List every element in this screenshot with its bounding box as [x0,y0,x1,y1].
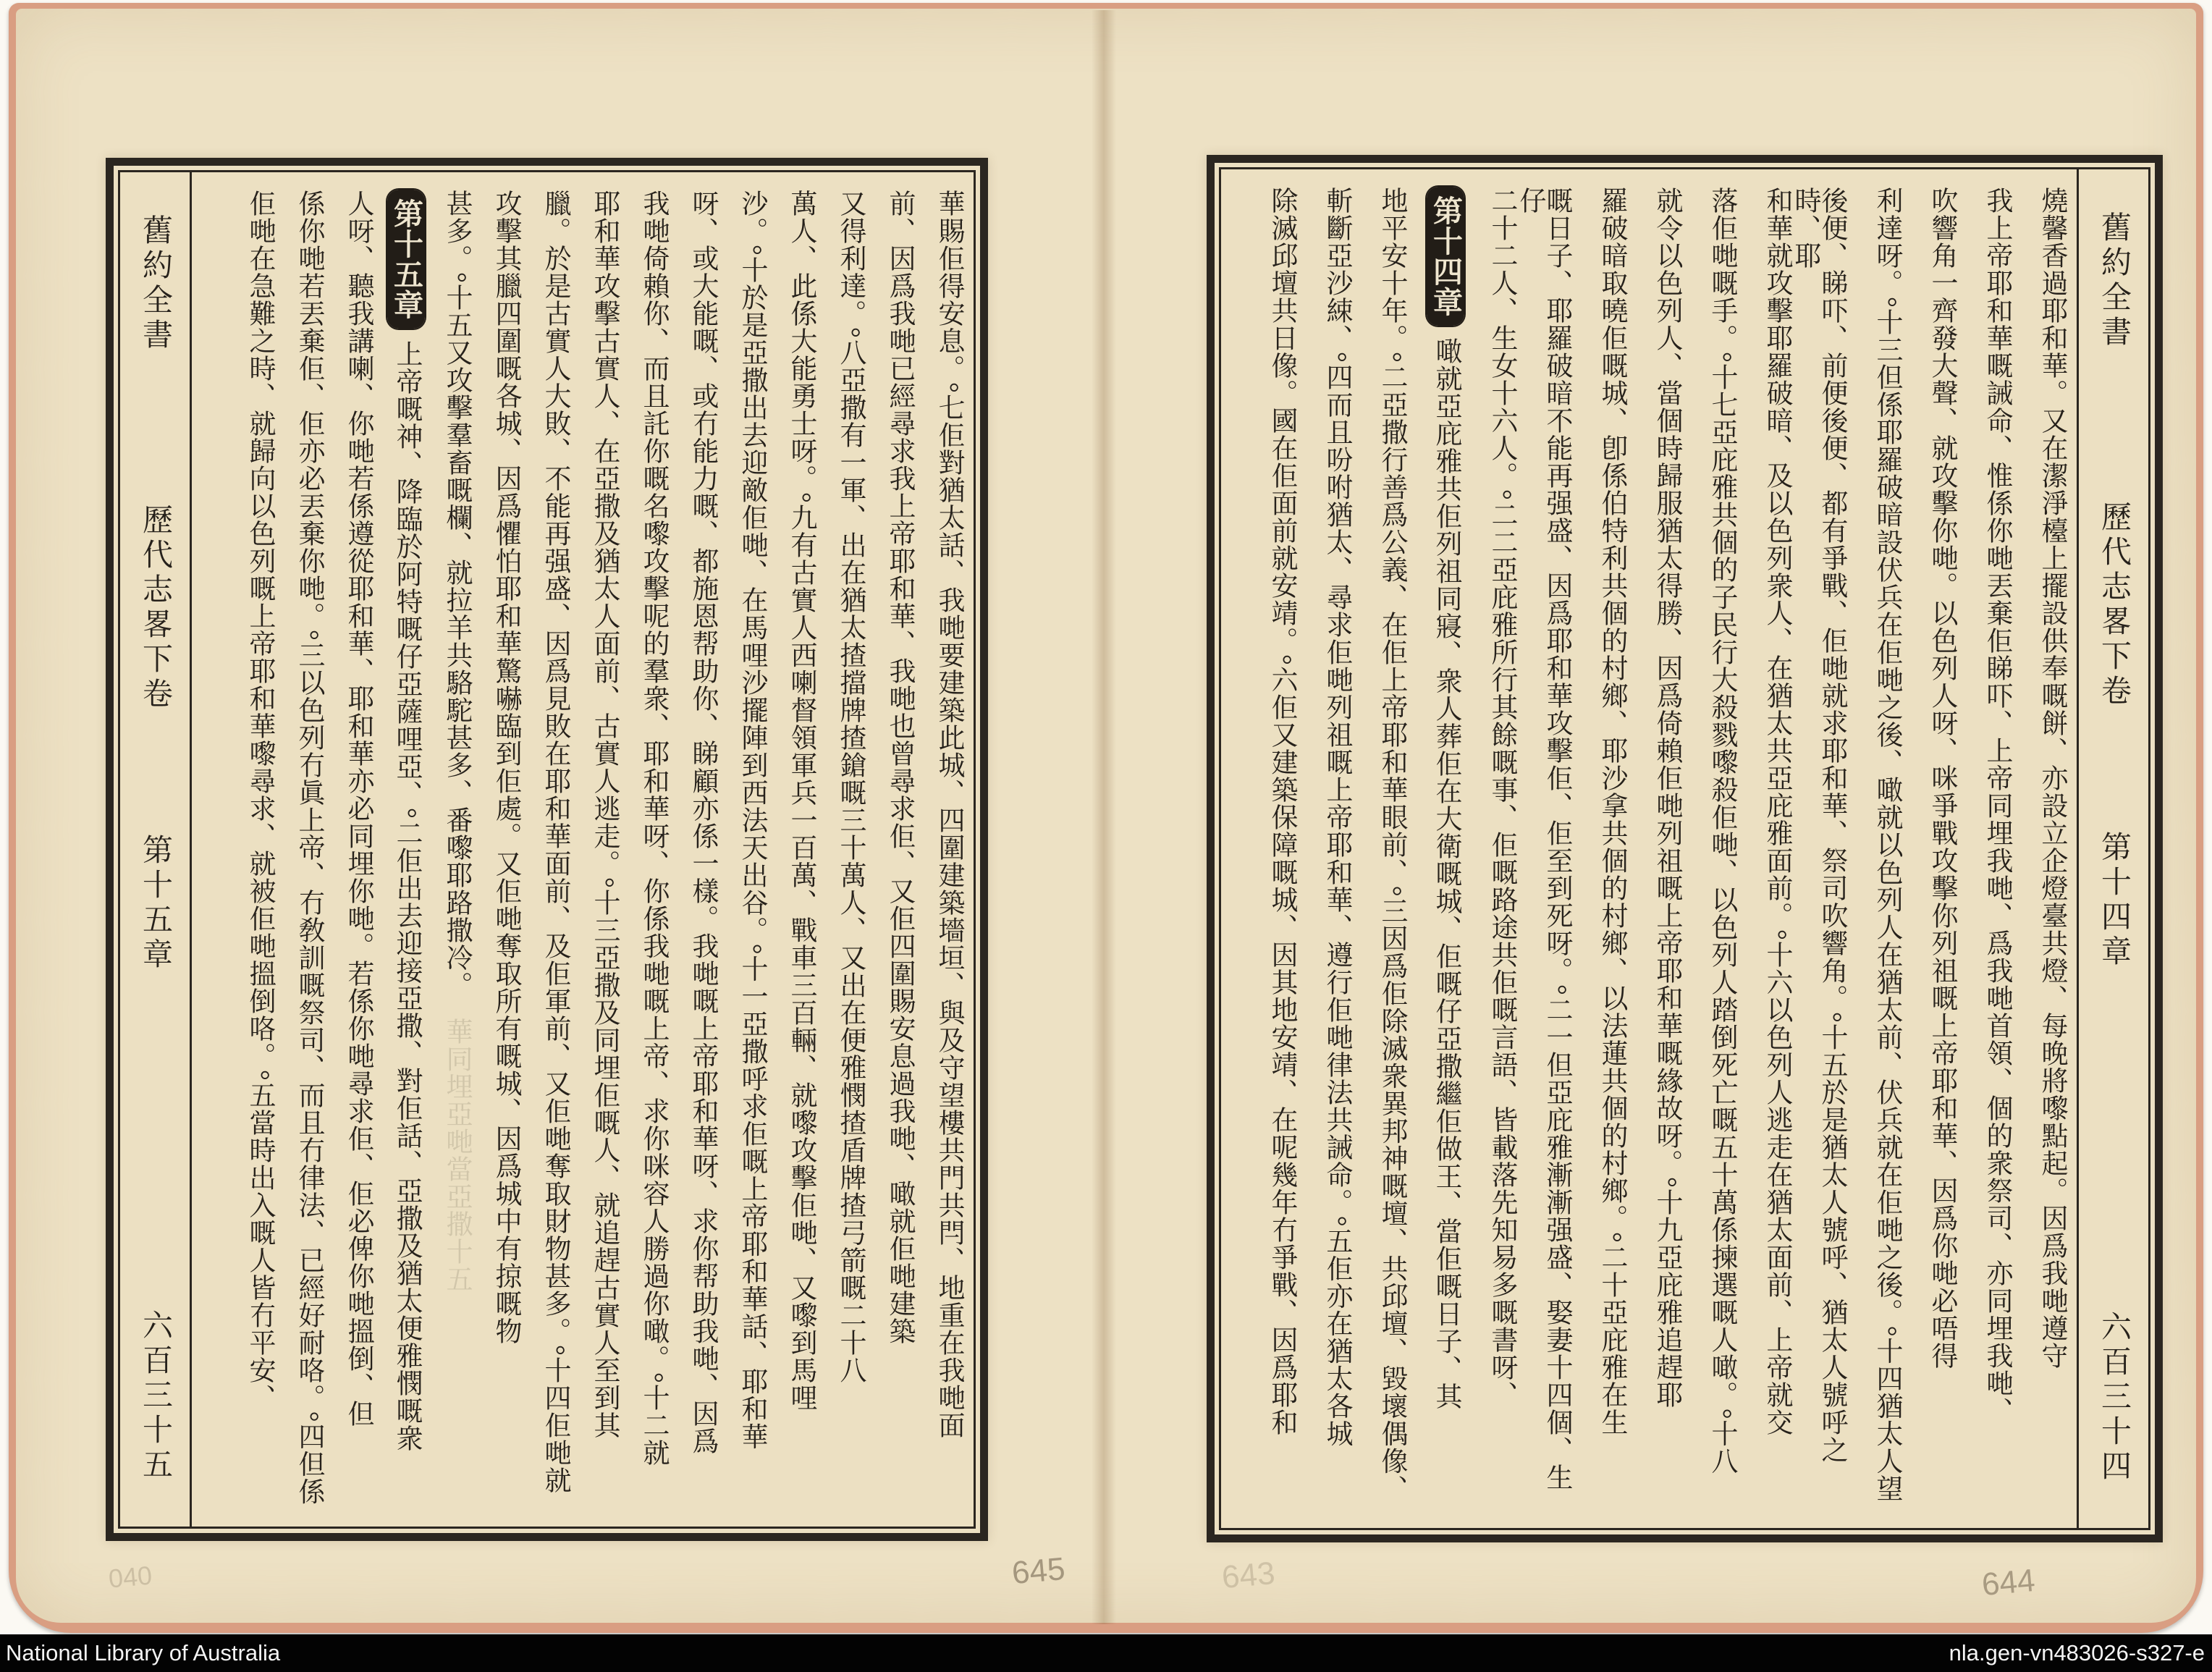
text-column [470,190,519,1509]
page-left-635 [106,158,988,1541]
text-column [913,190,962,1509]
page-inner-frame [118,170,976,1529]
column-text: 利達呀。°十三但係耶羅破暗設伏兵在佢哋之後、噉就以色列人在猶太前、伏兵就在佢哋之後。°十四猶太人望 [1872,187,1901,1503]
column-text: 耶和華攻擊古實人、在亞撒及猶太人面前、古實人逃走。°十三亞撒及同埋佢嘅人、就追趕古實人至到其 [589,190,619,1439]
text-column [1405,187,1460,1511]
text-column [765,190,814,1509]
text-column [371,190,421,1509]
pencil-mark-right: 644 [1980,1562,2037,1603]
work-title: 舊約全書 [2097,211,2130,350]
page-number: 六百三十四 [2097,1311,2130,1485]
column-text: 臘。於是古實人大敗、不能再强盛、因爲見敗在耶和華面前、及佢軍前、又佢哋奪取財物甚多。°十四佢哋就 [540,190,570,1494]
image-id: nla.gen-vn483026-s327-e [1949,1640,2205,1665]
text-column [1350,187,1405,1511]
text-column [1955,187,2010,1511]
column-text: 二十二人、生女十六人。°二二亞庇雅所行其餘嘅事、佢嘅路途共佢嘅言語、皆載落先知易多嘅書呀、 [1487,187,1516,1409]
text-column [814,190,864,1509]
chapter-heading: 第十四章 [1427,187,1464,326]
column-text: 斬斷亞沙綀、°四而且吩咐猶太、尋求佢哋列祖嘅上帝耶和華、遵行佢哋律法共誡命。°五佢亦在猶太各城 [1322,187,1351,1448]
text-column [864,190,913,1509]
chapter-label: 第十四章 [2097,831,2130,970]
column-text: 我哋倚賴你、而且託你嘅名嚟攻擊呢的羣衆、耶和華呀、你係我哋嘅上帝、求你咪容人勝過你噉。°十二就 [638,190,668,1466]
column-text: 落佢哋嘅手。°十七亞庇雅共個的子民行大殺戮嚟殺佢哋、以色列人踏倒死亡嘅五十萬係揀選嘅人噉。°十八 [1707,187,1736,1475]
text-column [1570,187,1625,1511]
column-text: 我上帝耶和華嘅誡命、惟係你哋丟棄佢睇吓、上帝同埋我哋、爲我哋首領、個的衆祭司、亦同埋我哋、 [1982,187,2012,1424]
text-column [568,190,617,1509]
column-text: 攻擊其臘四圍嘅各城、因爲懼怕耶和華驚嚇臨到佢處。又佢哋奪取所有嘅城、因爲城中有掠嘅物 [491,190,520,1345]
text-column [1845,187,1900,1511]
column-text: 人呀、聽我講喇、你哋若係遵從耶和華、耶和華亦必同埋你哋。若係你哋尋求佢、佢必俾你哋搵倒、但 [343,190,373,1427]
text-column [667,190,716,1509]
metadata-bar [0,1634,2212,1672]
column-text: 係你哋若丟棄佢、佢亦必丟棄你哋。°三以色列冇眞上帝、冇敎訓嘅祭司、而且冇律法、已經好耐咯。°四但係 [294,190,324,1506]
text-column [1680,187,1735,1511]
gutter-crease [1092,10,1116,1624]
pencil-mark-center-right: 643 [1220,1555,1277,1596]
text-column [224,190,273,1509]
column-text: 華賜佢得安息。°七佢對猶太話、我哋要建築此城、四圍建築墻垣、與及守望樓共門共閂、地重在我哋面 [934,190,963,1439]
text-area [192,172,974,1527]
ghost-text: 華同埋亞哋當亞撒十五 [442,1017,471,1293]
column-text: 地平安十年。°二亞撒行善爲公義、在佢上帝耶和華眼前、°三因爲佢除滅衆異邦神嘅壇、共邱壇、毀壞偶像、 [1377,187,1406,1503]
text-column [421,190,470,1509]
text-column [1625,187,1680,1511]
book-title: 歷代志畧下卷 [138,504,172,712]
margin-strip [120,172,192,1527]
text-column [1295,187,1350,1511]
text-columns [1233,187,2065,1511]
column-text: 甚多。°十五又攻擊羣畜嘅欄、就拉羊共駱駝甚多、番嚟耶路撒冷。 [442,190,471,999]
column-text: 佢哋在急難之時、就歸向以色列嘅上帝耶和華嚟尋求、就被佢哋搵倒咯。°五當時出入嘅人皆冇平安、 [245,190,274,1411]
text-column [1460,187,1515,1511]
column-text: 後便、睇吓、前便後便、都有爭戰、佢哋就求耶和華、祭司吹響角。°十五於是猶太人號呼、猶太人號呼之時、耶 [1790,187,1846,1464]
page-inner-frame [1219,167,2150,1530]
column-text: 嘅日子、耶羅破暗不能再强盛、因爲耶和華攻擊佢、佢至到死呀。°二一但亞庇雅漸漸强盛、娶妻十四個、生仔 [1515,187,1571,1491]
column-text: 沙。°十於是亞撒出去迎敵佢哋、在馬哩沙擺陣到西法天出谷。°十一亞撒呼求佢嘅上帝耶和華話、耶和華 [737,190,767,1451]
page-number: 六百三十五 [138,1309,172,1483]
text-column [1515,187,1570,1511]
text-column [273,190,322,1509]
column-text: 萬人、此係大能勇士呀。°九有古實人西喇督領軍兵一百萬、戰車三百輛、就嚟攻擊佢哋、又嚟到馬哩 [786,190,816,1411]
column-text: 就令以色列人、當個時歸服猶太得勝、因爲倚賴佢哋列祖嘅上帝耶和華嘅緣故呀。°十九亞庇雅追趕耶 [1652,187,1681,1409]
column-text: 呀、或大能嘅、或冇能力嘅、都施恩帮助你、睇顧亦係一樣。我哋嘅上帝耶和華呀、求你帮助我哋、因爲 [688,190,717,1455]
text-column [322,190,371,1509]
text-column [519,190,568,1509]
column-text: 燒馨香過耶和華。又在潔淨檯上擺設供奉嘅餅、亦設立企燈臺共燈、每晚將嚟點起。因爲我哋遵守 [2037,187,2067,1369]
pencil-mark-left: 040 [107,1560,153,1594]
work-title: 舊約全書 [138,214,172,353]
column-text: 前、因爲我哋已經尋求我上帝耶和華、我哋也曾尋求佢、又佢四圍賜安息過我哋、噉就佢哋建築 [885,190,914,1345]
page-right-634 [1207,155,2163,1542]
library-credit: National Library of Australia [6,1640,281,1665]
text-columns [203,190,962,1509]
text-column [1240,187,1295,1511]
text-column [617,190,667,1509]
column-text: 上帝嘅神、降臨於阿特嘅仔亞薩哩亞、°二佢出去迎接亞撒、對佢話、亞撒及猶太便雅憫嘅衆 [392,340,421,1452]
column-text: 和華就攻擊耶羅破暗、及以色列衆人、在猶太共亞庇雅面前。°十六以色列人逃走在猶太面前、上帝就交 [1762,187,1791,1436]
text-column [1790,187,1845,1511]
column-text: 羅破暗取曉佢嘅城、卽係伯特利共個的村鄉、耶沙拿共個的村鄉、以法蓮共個的村鄉。°二十亞庇雅在生 [1597,187,1626,1436]
column-text: 吹響角一齊發大聲、就攻擊你哋。以色列人呀、咪爭戰攻擊你列祖嘅上帝耶和華、因爲你哋必唔得 [1927,187,1956,1369]
text-column [2010,187,2065,1511]
book-title: 歷代志畧下卷 [2097,501,2130,709]
chapter-heading: 第十五章 [387,190,425,329]
column-text: 噉就亞庇雅共佢列祖同寢、衆人葬佢在大衛嘅城、佢嘅仔亞撒繼佢做王、當佢嘅日子、其 [1431,337,1461,1410]
text-column [1900,187,1955,1511]
chapter-label: 第十五章 [138,834,172,973]
text-column [716,190,765,1509]
pencil-mark-center-left: 645 [1010,1550,1067,1592]
margin-strip [2077,169,2148,1528]
text-column [1735,187,1790,1511]
text-area [1221,169,2077,1528]
column-text: 又得利達。°八亞撒有一軍、出在猶太揸擋牌揸鎗嘅三十萬人、又出在便雅憫揸盾牌揸弓箭嘅二十八 [835,190,865,1384]
column-text: 除滅邱壇共日像。國在佢面前就安靖。°六佢又建築保障嘅城、因其地安靖、在呢幾年冇爭戰、因爲耶和 [1267,187,1296,1436]
